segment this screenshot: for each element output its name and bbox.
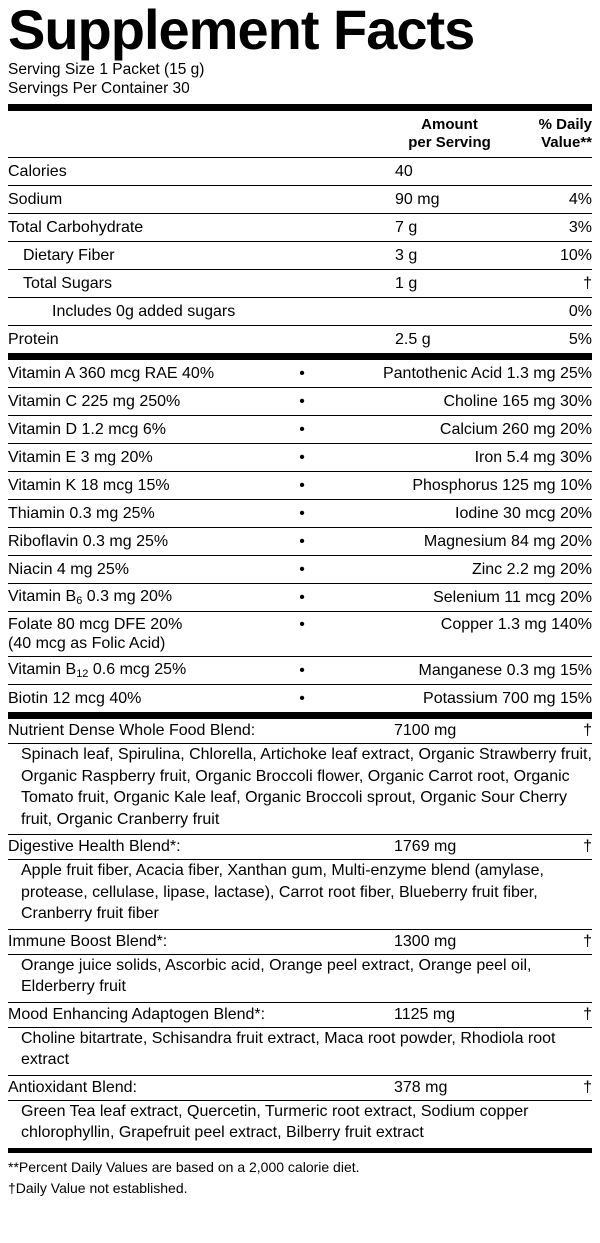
nutrient-row bbox=[8, 298, 592, 325]
blend-ingredients: Apple fruit fiber, Acacia fiber, Xanthan gum, Multi-enzyme blend (amylase, protease, cellulase, lipase, lactase), Carrot root fiber, Blueberry fruit fiber, Cranberry fruit fiber bbox=[21, 862, 544, 922]
vitamin-left bbox=[8, 661, 282, 680]
vitamin-right: Copper 1.3 mg 140% bbox=[440, 616, 592, 633]
serving-size: Serving Size 1 Packet (15 g) bbox=[8, 61, 205, 78]
bullet: • bbox=[299, 588, 305, 606]
vitamin-right: Phosphorus 125 mg 10% bbox=[412, 476, 592, 494]
bullet: • bbox=[299, 448, 305, 466]
nutrient-name: Total Sugars bbox=[23, 274, 112, 292]
bullet: • bbox=[299, 532, 305, 550]
vitamin-left: Biotin 12 mcg 40% bbox=[8, 689, 142, 707]
blend-row bbox=[8, 719, 592, 743]
vitamin-name: Vitamin B bbox=[8, 661, 77, 678]
vitamin-value: 0.6 mcg 25% bbox=[88, 661, 187, 678]
nutrient-row bbox=[8, 242, 592, 269]
nutrient-row bbox=[8, 186, 592, 213]
blend-row bbox=[8, 835, 592, 859]
vitamin-right: Selenium 11 mcg 20% bbox=[433, 588, 592, 606]
bullet: • bbox=[299, 420, 305, 438]
blend-daily-value: † bbox=[583, 1078, 592, 1096]
nutrient-daily-value: 4% bbox=[568, 190, 592, 208]
nutrient-row bbox=[8, 158, 592, 185]
nutrient-name: Dietary Fiber bbox=[23, 246, 115, 264]
blend-amount: 378 mg bbox=[394, 1078, 448, 1096]
header-daily-value bbox=[508, 116, 592, 157]
blend-amount: 1769 mg bbox=[394, 838, 457, 855]
vitamin-left bbox=[8, 588, 282, 607]
nutrient-row bbox=[8, 270, 592, 297]
vitamin-row bbox=[8, 500, 592, 527]
vitamin-row bbox=[8, 444, 592, 471]
vitamin-left: Vitamin A 360 mcg RAE 40% bbox=[8, 364, 215, 382]
bullet: • bbox=[299, 364, 305, 382]
blend-daily-value: † bbox=[583, 1005, 592, 1023]
column-header bbox=[8, 111, 592, 157]
vitamin-right: Zinc 2.2 mg 20% bbox=[471, 560, 592, 578]
vitamin-left bbox=[8, 615, 282, 653]
blend-amount: 1300 mg bbox=[394, 932, 457, 950]
blend-row bbox=[8, 1076, 592, 1100]
nutrient-name: Calories bbox=[8, 162, 67, 180]
nutrient-daily-value: 3% bbox=[568, 218, 592, 236]
blend-ingredients: Orange juice solids, Ascorbic acid, Orange peel extract, Orange peel oil, Elderberry fruit bbox=[21, 956, 532, 995]
vitamin-left: Riboflavin 0.3 mg 25% bbox=[8, 532, 169, 550]
footnote-daily-value: **Percent Daily Values are based on a 2,000 calorie diet. bbox=[8, 1158, 360, 1175]
vitamin-left: Vitamin C 225 mg 250% bbox=[8, 392, 181, 410]
bullet: • bbox=[299, 392, 305, 410]
bullet: • bbox=[299, 476, 305, 494]
blend-amount: 1125 mg bbox=[394, 1005, 456, 1023]
nutrient-amount: 2.5 g bbox=[395, 330, 431, 348]
vitamin-right: Manganese 0.3 mg 15% bbox=[418, 661, 592, 679]
blend-name: Immune Boost Blend*: bbox=[8, 932, 168, 950]
vitamin-subscript: 12 bbox=[76, 668, 89, 680]
footnotes bbox=[8, 1153, 592, 1199]
divider-thick bbox=[8, 104, 592, 111]
header-amount-line2: per Serving bbox=[408, 134, 491, 151]
vitamin-left: Vitamin K 18 mcg 15% bbox=[8, 476, 170, 494]
vitamin-right: Iodine 30 mcg 20% bbox=[455, 504, 592, 522]
nutrient-name: Total Carbohydrate bbox=[8, 218, 144, 236]
vitamin-value: 0.3 mg 20% bbox=[82, 588, 173, 605]
blend-row bbox=[8, 930, 592, 954]
blend-ingredients: Spinach leaf, Spirulina, Chlorella, Artichoke leaf extract, Organic Strawberry fruit, Organic Raspberry fruit, Organic Broccoli flower, Organic Carrot root, Organic Tomato fruit, Organic Kale leaf, Organic Broccoli sprout, Organic Sour Cherry fruit, Organic Cranberry fruit bbox=[21, 746, 592, 828]
vitamin-left: Niacin 4 mg 25% bbox=[8, 560, 129, 578]
vitamin-row bbox=[8, 388, 592, 415]
blend-amount: 7100 mg bbox=[394, 722, 457, 739]
vitamin-right: Magnesium 84 mg 20% bbox=[423, 532, 592, 550]
blend-daily-value: † bbox=[583, 932, 592, 950]
nutrient-amount: 7 g bbox=[395, 218, 418, 236]
header-dv-line1: % Daily bbox=[538, 116, 592, 133]
vitamin-row bbox=[8, 528, 592, 555]
nutrient-amount: 3 g bbox=[395, 246, 418, 264]
footnote-dagger: †Daily Value not established. bbox=[8, 1179, 188, 1196]
nutrient-daily-value: 10% bbox=[559, 246, 592, 264]
folate-line2: (40 mcg as Folic Acid) bbox=[8, 635, 166, 652]
folate-line1: Folate 80 mcg DFE 20% bbox=[8, 616, 183, 633]
vitamin-row bbox=[8, 685, 592, 712]
vitamin-right: Choline 165 mg 30% bbox=[443, 392, 592, 410]
vitamin-row bbox=[8, 472, 592, 499]
vitamin-left: Vitamin E 3 mg 20% bbox=[8, 448, 153, 466]
vitamin-row bbox=[8, 657, 592, 684]
divider-thick bbox=[8, 712, 592, 719]
vitamin-right: Potassium 700 mg 15% bbox=[423, 689, 592, 707]
nutrient-table bbox=[8, 158, 592, 353]
nutrient-amount: 40 bbox=[395, 162, 413, 180]
nutrient-amount: 1 g bbox=[395, 274, 418, 292]
vitamin-subscript: 6 bbox=[76, 595, 83, 607]
bullet: • bbox=[299, 661, 305, 679]
blend-row bbox=[8, 1003, 592, 1027]
servings-per-container: Servings Per Container 30 bbox=[8, 80, 190, 97]
nutrient-amount: 90 mg bbox=[395, 190, 440, 208]
blend-daily-value: † bbox=[583, 722, 592, 739]
nutrient-daily-value: 0% bbox=[568, 302, 592, 320]
nutrient-daily-value: † bbox=[583, 274, 592, 292]
vitamin-row bbox=[8, 360, 592, 387]
vitamin-right: Pantothenic Acid 1.3 mg 25% bbox=[382, 364, 592, 382]
header-spacer bbox=[8, 116, 391, 157]
blend-ingredients: Choline bitartrate, Schisandra fruit extract, Maca root powder, Rhodiola root extract bbox=[21, 1029, 556, 1068]
nutrient-name: Sodium bbox=[8, 190, 63, 208]
vitamin-row bbox=[8, 584, 592, 611]
nutrient-name: Protein bbox=[8, 330, 59, 348]
vitamin-left: Vitamin D 1.2 mcg 6% bbox=[8, 420, 166, 438]
bullet: • bbox=[299, 560, 305, 578]
vitamin-row bbox=[8, 556, 592, 583]
blend-table bbox=[8, 719, 592, 1148]
vitamin-row bbox=[8, 416, 592, 443]
blend-name: Antioxidant Blend: bbox=[8, 1078, 137, 1096]
nutrient-daily-value: 5% bbox=[568, 330, 592, 348]
nutrient-name: Includes 0g added sugars bbox=[52, 302, 236, 320]
vitamin-left: Thiamin 0.3 mg 25% bbox=[8, 504, 155, 522]
blend-name: Nutrient Dense Whole Food Blend: bbox=[8, 722, 256, 739]
blend-name: Digestive Health Blend*: bbox=[8, 838, 181, 855]
vitamin-right: Calcium 260 mg 20% bbox=[439, 420, 592, 438]
label-title: Supplement Facts bbox=[8, 0, 475, 61]
blend-daily-value: † bbox=[583, 838, 592, 855]
header-amount bbox=[391, 116, 508, 157]
vitamin-right: Iron 5.4 mg 30% bbox=[474, 448, 592, 466]
nutrient-row bbox=[8, 214, 592, 241]
header-dv-line2: Value** bbox=[541, 134, 592, 151]
blend-ingredients: Green Tea leaf extract, Quercetin, Turmeric root extract, Sodium copper chlorophyllin, Grapefruit peel extract, Bilberry fruit extract bbox=[21, 1102, 529, 1141]
vitamin-name: Vitamin B bbox=[8, 588, 77, 605]
bullet: • bbox=[299, 616, 305, 633]
bullet: • bbox=[299, 504, 305, 522]
vitamin-row bbox=[8, 612, 592, 656]
header-amount-line1: Amount bbox=[421, 116, 478, 133]
blend-name: Mood Enhancing Adaptogen Blend*: bbox=[8, 1005, 266, 1023]
nutrient-row bbox=[8, 326, 592, 353]
vitamin-table bbox=[8, 360, 592, 712]
bullet: • bbox=[299, 689, 305, 707]
divider-thick bbox=[8, 353, 592, 360]
